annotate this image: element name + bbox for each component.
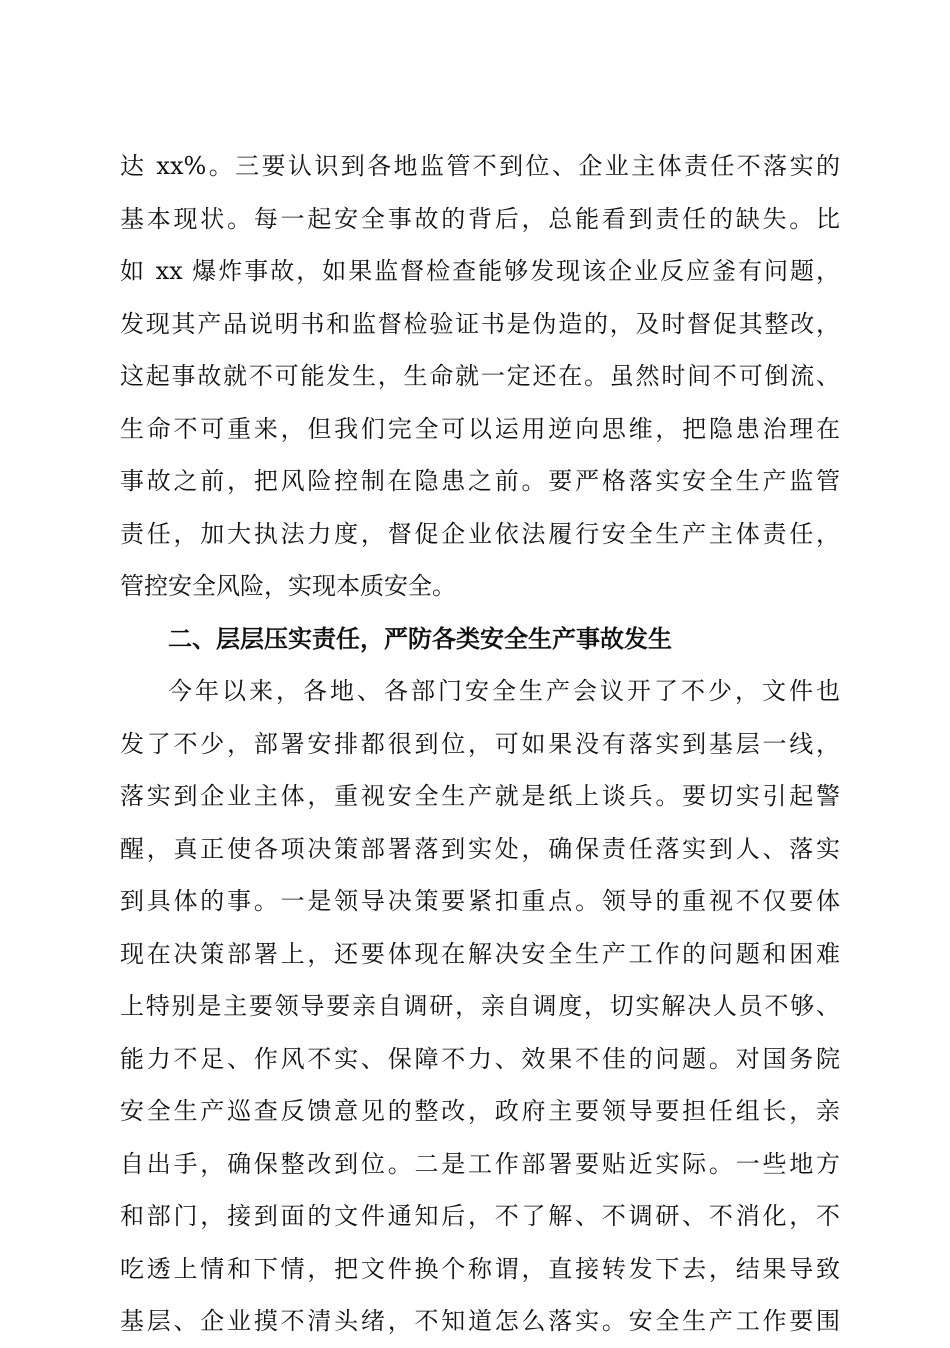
document-body bbox=[120, 140, 840, 1348]
paragraph-line: 管控安全风险，实现本质安全。 bbox=[120, 572, 456, 600]
paragraph-line: 到具体的事。一是领导决策要紧扣重点。领导的重视不仅要体 bbox=[120, 887, 840, 915]
paragraph-line: 上特别是主要领导要亲自调研，亲自调度，切实解决人员不够、 bbox=[120, 992, 840, 1020]
paragraph-line: 事故之前，把风险控制在隐患之前。要严格落实安全生产监管 bbox=[120, 467, 840, 495]
paragraph-line: 生命不可重来，但我们完全可以运用逆向思维，把隐患治理在 bbox=[120, 414, 840, 443]
paragraph-line: 能力不足、作风不实、保障不力、效果不佳的问题。对国务院 bbox=[120, 1044, 840, 1073]
paragraph-line: 今年以来，各地、各部门安全生产会议开了不少，文件也 bbox=[168, 677, 840, 705]
paragraph-line: 现在决策部署上，还要体现在解决安全生产工作的问题和困难 bbox=[120, 939, 840, 968]
paragraph-line: 落实到企业主体，重视安全生产就是纸上谈兵。要切实引起警 bbox=[120, 782, 840, 810]
paragraph-line: 醒，真正使各项决策部署落到实处，确保责任落实到人、落实 bbox=[120, 834, 840, 863]
paragraph-line: 自出手，确保整改到位。二是工作部署要贴近实际。一些地方 bbox=[120, 1149, 840, 1178]
paragraph-line: 达 xx%。三要认识到各地监管不到位、企业主体责任不落实的 bbox=[120, 152, 840, 180]
paragraph-line: 如 xx 爆炸事故，如果监督检查能够发现该企业反应釜有问题， bbox=[120, 257, 840, 285]
paragraph-line: 这起事故就不可能发生，生命就一定还在。虽然时间不可倒流、 bbox=[120, 362, 840, 390]
paragraph-line: 吃透上情和下情，把文件换个称谓，直接转发下去，结果导致 bbox=[120, 1254, 840, 1283]
section-heading: 二、层层压实责任，严防各类安全生产事故发生 bbox=[168, 624, 672, 653]
paragraph-line: 发了不少，部署安排都很到位，可如果没有落实到基层一线， bbox=[120, 729, 840, 758]
paragraph-line: 和部门，接到面的文件通知后，不了解、不调研、不消化，不 bbox=[120, 1202, 840, 1230]
paragraph-line: 安全生产巡查反馈意见的整改，政府主要领导要担任组长，亲 bbox=[120, 1097, 840, 1125]
paragraph-line: 责任，加大执法力度，督促企业依法履行安全生产主体责任， bbox=[120, 519, 840, 548]
paragraph-line: 基本现状。每一起安全事故的背后，总能看到责任的缺失。比 bbox=[120, 204, 840, 233]
paragraph-line: 基层、企业摸不清头绪，不知道怎么落实。安全生产工作要围 bbox=[120, 1307, 840, 1335]
paragraph-line: 发现其产品说明书和监督检验证书是伪造的，及时督促其整改， bbox=[120, 309, 840, 338]
